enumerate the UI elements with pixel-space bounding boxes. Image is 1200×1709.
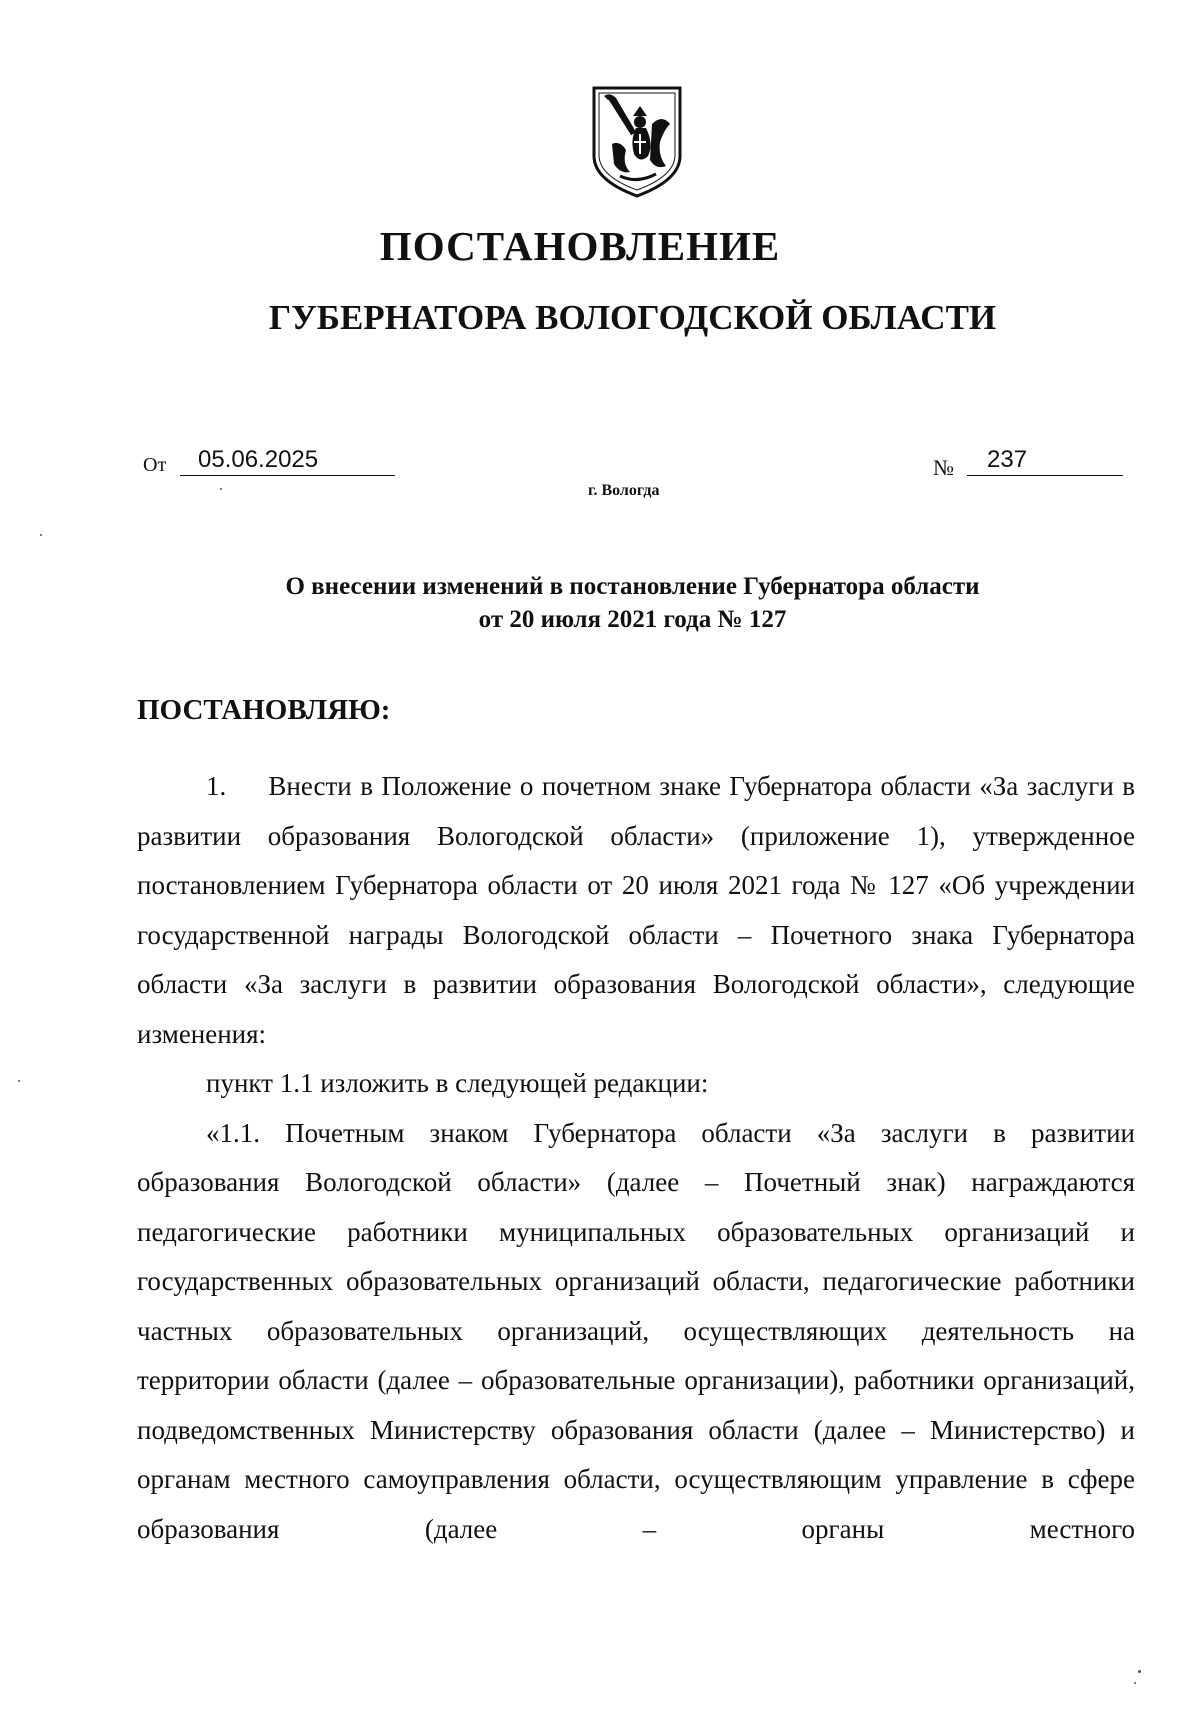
date-prefix: От: [143, 454, 167, 476]
number-prefix: №: [933, 455, 954, 480]
scan-speck: [18, 1080, 20, 1082]
document-title: ПОСТАНОВЛЕНИЕ: [379, 223, 781, 269]
document-city: г. Вологда: [588, 482, 660, 499]
document-subject: [0, 570, 1200, 636]
subject-line-2: от 20 июля 2021 года № 127: [478, 606, 787, 633]
subject-line-1: О внесении изменений в постановление Губернатора области: [285, 573, 980, 600]
body-paragraph: 1. Внести в Положение о почетном знаке Губернатора области «За заслуги в развитии образования Вологодской области» (приложение 1), утвержденное постановлением Губернатора области от 20 июля 2021 года № 127 «Об учреждении государственной награды Вологодской области – Почетного знака Губернатора области «За заслуги в развитии образования Вологодской области», следующие изменения:: [137, 771, 1142, 1049]
body-paragraph: «1.1. Почетным знаком Губернатора области «За заслуги в развитии образования Вологодской области» (далее – Почетный знак) награждаются педагогические работники муниципальных образовательных организаций и государственных образовательных организаций области, педагогические работники частных образовательных организаций, осуществляющих деятельность на территории области (далее – образовательные организации), работники организаций, подведомственных Министерству образования области (далее – Министерство) и органам местного самоуправления области, осуществляющим управление в сфере образования (далее – органы местного: [137, 1117, 1135, 1544]
document-subtitle: ГУБЕРНАТОРА ВОЛОГОДСКОЙ ОБЛАСТИ: [268, 298, 997, 337]
scan-speck: [1138, 1670, 1141, 1673]
scan-speck: [220, 488, 222, 490]
document-body: [137, 762, 1142, 1554]
document-number: 237: [967, 445, 1123, 476]
vologda-coat-of-arms-icon: [590, 84, 684, 200]
body-paragraph: пункт 1.1 изложить в следующей редакции:: [206, 1068, 709, 1098]
decree-heading: ПОСТАНОВЛЯЮ:: [137, 694, 391, 726]
scan-speck: [1134, 1682, 1136, 1684]
document-date: 05.06.2025: [180, 445, 395, 476]
scan-speck: [40, 534, 42, 536]
